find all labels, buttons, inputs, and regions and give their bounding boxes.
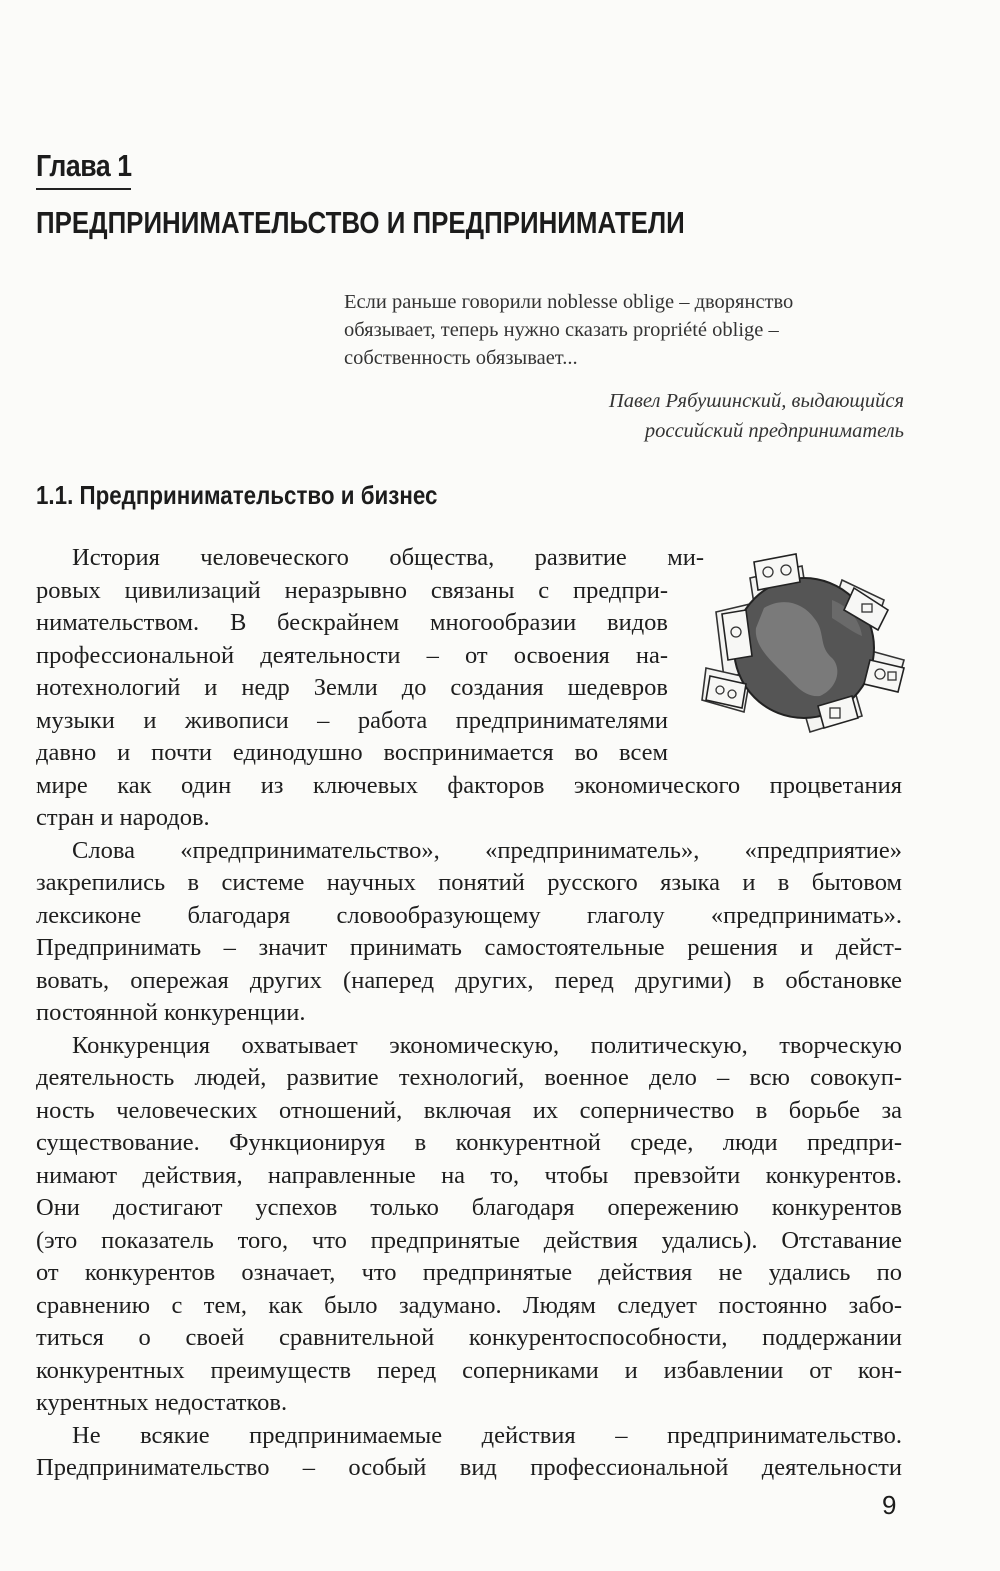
chapter-title: ПРЕДПРИНИМАТЕЛЬСТВО И ПРЕДПРИНИМАТЕЛИ (36, 205, 685, 240)
page-number: 9 (882, 1490, 897, 1520)
text-line: Предпринимательство – особый вид профессиональной деятельности (36, 1454, 902, 1481)
text-line: Они достигают успехов только благодаря опережению конкурентов (36, 1194, 902, 1221)
text-line: профессиональной деятельности – от освоения на- (36, 641, 668, 669)
text-line: ность человеческих отношений, включая их соперничество в борьбе за (36, 1096, 902, 1124)
text-line: История человеческого общества, развитие ми- (72, 544, 704, 571)
text-line: Слова «предпринимательство», «предприниматель», «предприятие» (72, 836, 902, 864)
text-line: ровых цивилизаций неразрывно связаны с предпри- (36, 576, 668, 604)
text-line: музыки и живописи – работа предпринимателями (36, 706, 668, 734)
text-line: сравнению с тем, как было задумано. Людям следует постоянно забо- (36, 1291, 902, 1319)
text-line: лексиконе благодаря словообразующему глаголу «предпринимать». (36, 901, 902, 929)
epigraph-author (344, 386, 904, 446)
text-line: давно и почти единодушно воспринимается во всем (36, 739, 668, 766)
text-line: Конкуренция охватывает экономическую, политическую, творческую (72, 1031, 902, 1059)
text-line: нимают действия, направленные на то, чтобы превзойти конкурентов. (36, 1161, 902, 1189)
epigraph-line: обязывает, теперь нужно сказать propriété oblige – (344, 319, 779, 341)
text-line: (это показатель того, что предпринятые действия удались). Отставание (36, 1226, 902, 1254)
text-line: закрепились в системе научных понятий русского языка и в бытовом (36, 869, 902, 896)
body-text (36, 542, 902, 1485)
text-line: нотехнологий и недр Земли до создания шедевров (36, 674, 668, 701)
text-line: от конкурентов означает, что предпринятые действия не удались по (36, 1259, 902, 1286)
epigraph-author-line: Павел Рябушинский, выдающийся (608, 390, 904, 412)
text-line: Предпринимать – значит принимать самостоятельные решения и дейст- (36, 934, 902, 961)
epigraph-quote (344, 288, 904, 372)
text-line: стран и народов. (36, 804, 210, 831)
chapter-label: Глава 1 (36, 148, 132, 183)
epigraph (344, 288, 904, 446)
text-line: Не всякие предпринимаемые действия – предпринимательство. (72, 1421, 902, 1449)
text-line: конкурентных преимуществ перед соперниками и избавлении от кон- (36, 1356, 902, 1384)
text-line: нимательством. В бескрайнем многообразии видов (36, 609, 668, 636)
text-line: постоянной конкуренции. (36, 999, 306, 1026)
text-line: курентных недостатков. (36, 1389, 288, 1416)
epigraph-line: собственность обязывает... (344, 347, 578, 369)
epigraph-author-line: российский предприниматель (644, 420, 904, 442)
epigraph-line: Если раньше говорили noblesse oblige – дворянство (344, 291, 794, 313)
chapter-underline (36, 188, 131, 190)
text-line: титься о своей сравнительной конкурентоспособности, поддержании (36, 1324, 902, 1351)
text-line: деятельность людей, развитие технологий, военное дело – всю совокуп- (36, 1064, 902, 1091)
text-line: существование. Функционируя в конкурентной среде, люди предпри- (36, 1129, 902, 1156)
section-title: 1.1. Предпринимательство и бизнес (36, 480, 438, 510)
text-line: вовать, опережая других (наперед других, перед другими) в обстановке (36, 966, 902, 994)
text-line: мире как один из ключевых факторов экономического процветания (36, 771, 902, 799)
